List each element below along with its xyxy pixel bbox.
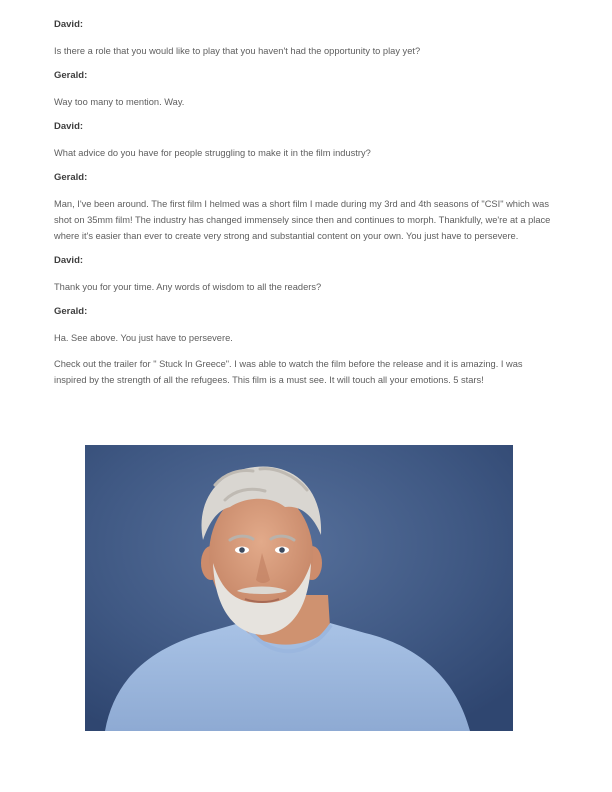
answer-text: Man, I've been around. The first film I helmed was a short film I made during my 3rd and 4th seasons of "CSI" which was shot on 35mm film! The industry has changed immensely since then and continues to morph. Thankfully, we're at a place where it's easier than ever to create very strong and substantial content on your own. You just have to persevere. — [54, 199, 551, 241]
speaker-label: Gerald: — [54, 172, 88, 183]
portrait-photo — [85, 445, 513, 731]
speaker-label: David: — [54, 121, 84, 132]
speaker-label: Gerald: — [54, 70, 88, 81]
interview-article — [54, 18, 554, 398]
portrait-illustration — [85, 445, 513, 731]
answer-text: Ha. See above. You just have to persevere. — [54, 333, 233, 343]
answer-text: Way too many to mention. Way. — [54, 97, 185, 107]
closing-paragraph: Check out the trailer for " Stuck In Greece". I was able to watch the film before the release and it is amazing. I was inspired by the strength of all the refugees. This film is a must see. It will touch all your emotions. 5 stars! — [54, 359, 523, 385]
question-text: What advice do you have for people struggling to make it in the film industry? — [54, 148, 371, 158]
speaker-label: David: — [54, 255, 84, 266]
speaker-label: Gerald: — [54, 306, 88, 317]
question-text: Thank you for your time. Any words of wisdom to all the readers? — [54, 282, 322, 292]
speaker-label: David: — [54, 19, 84, 30]
question-text: Is there a role that you would like to play that you haven't had the opportunity to play yet? — [54, 46, 421, 56]
